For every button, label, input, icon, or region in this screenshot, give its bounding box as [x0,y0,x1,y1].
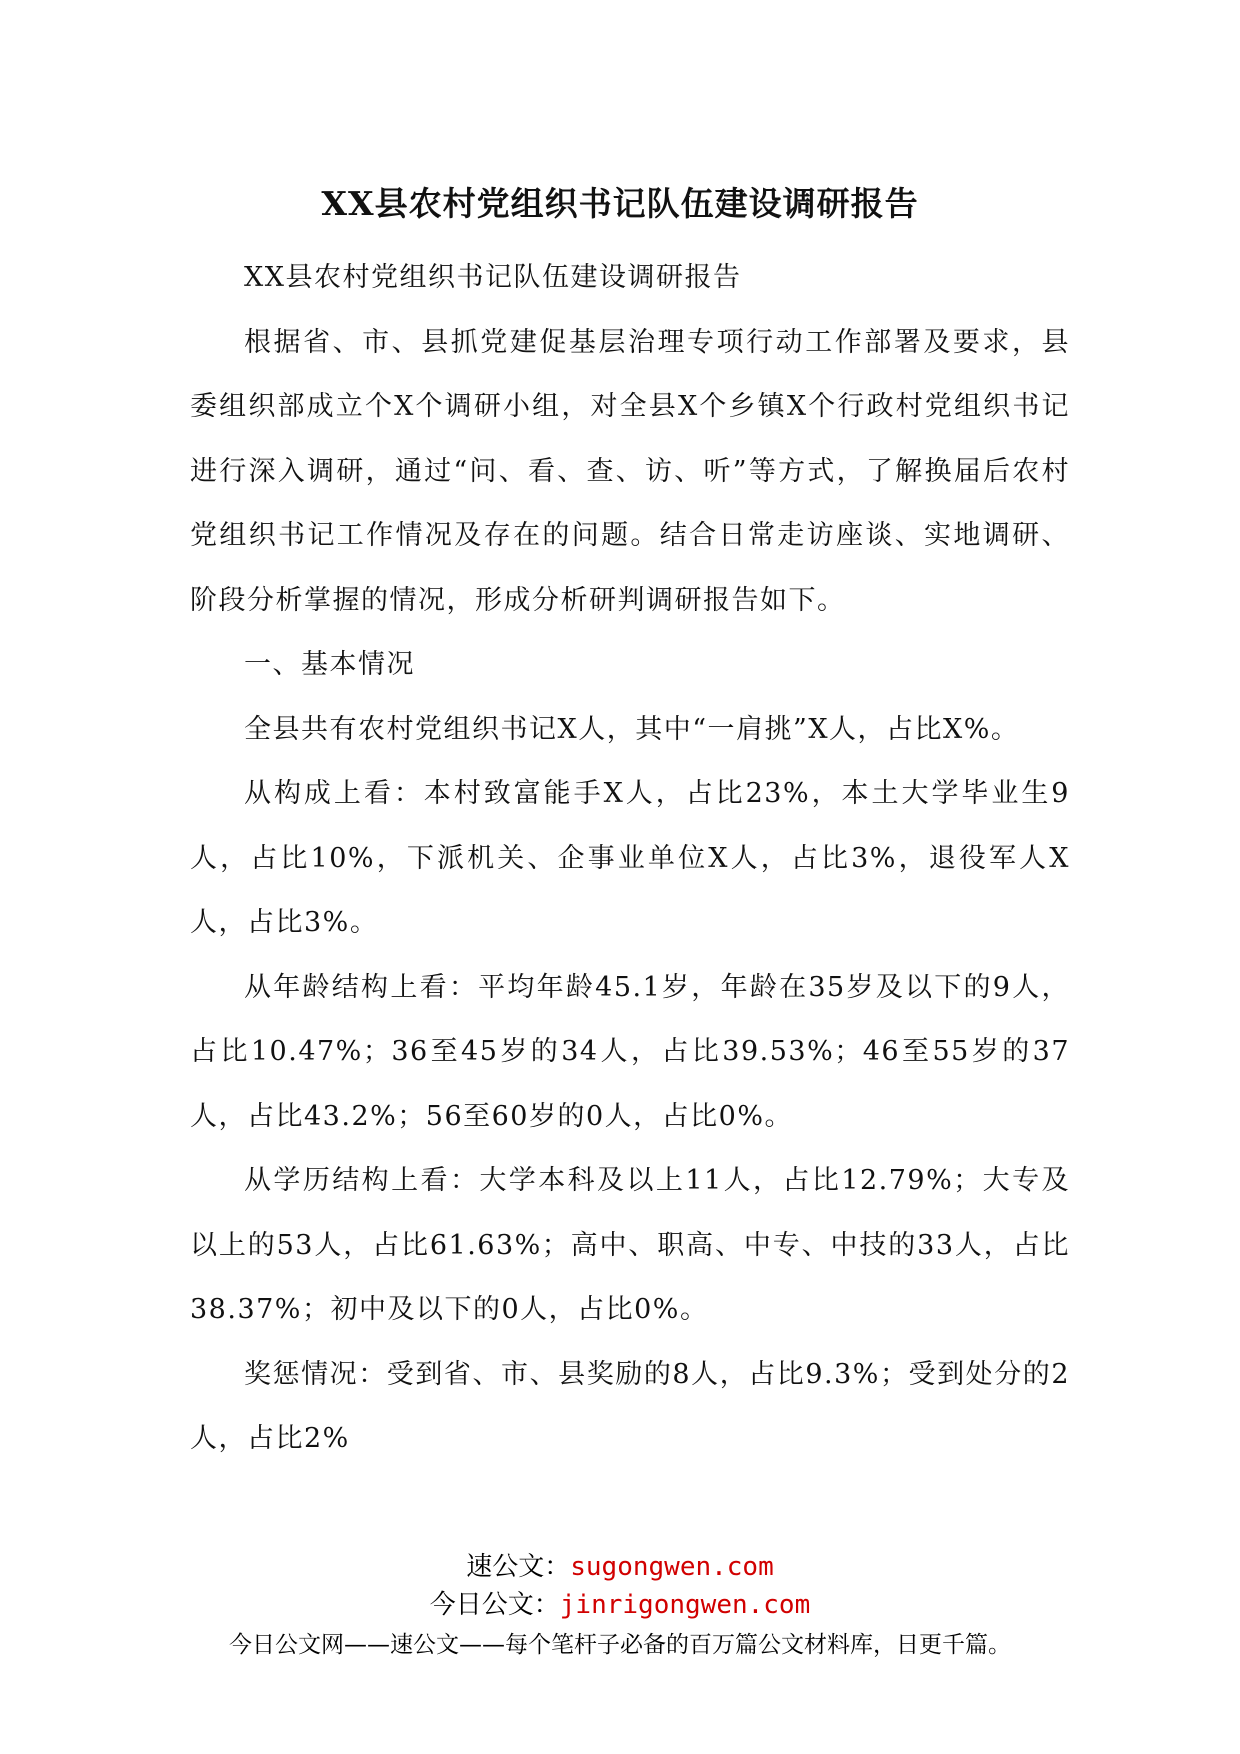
subtitle-paragraph: XX县农村党组织书记队伍建设调研报告 [244,262,742,293]
footer-sugongwen [0,1546,1240,1583]
rewards-penalties-paragraph: 奖惩情况：受到省、市、县奖励的8人，占比9.3%；受到处分的2人，占比2% [190,1358,1070,1454]
age-structure-paragraph: 从年龄结构上看：平均年龄45.1岁，年龄在35岁及以下的9人，占比10.47%；36至45岁的34人，占比39.53%；46至55岁的37人，占比43.2%；56至60岁的0人，占比0%。 [190,971,1070,1132]
intro-paragraph: 根据省、市、县抓党建促基层治理专项行动工作部署及要求，县委组织部成立个X个调研小组，对全县X个乡镇X个行政村党组织书记进行深入调研，通过“问、看、查、访、听”等方式，了解换届后农村党组织书记工作情况及存在的问题。结合日常走访座谈、实地调研、阶段分析掌握的情况，形成分析研判调研报告如下。 [190,326,1070,616]
footer-sugongwen-link[interactable]: sugongwen.com [570,1552,774,1582]
composition-paragraph: 从构成上看：本村致富能手X人，占比23%，本土大学毕业生9人，占比10%，下派机关、企事业单位X人，占比3%，退役军人X人，占比3%。 [190,778,1070,938]
footer-jinrigongwen-label: 今日公文： [429,1590,560,1620]
total-count-paragraph: 全县共有农村党组织书记X人，其中“一肩挑”X人，占比X%。 [244,713,1020,745]
document-body [190,246,1070,1472]
footer-jinrigongwen [0,1584,1240,1621]
education-structure-paragraph: 从学历结构上看：大学本科及以上11人，占比12.79%；大专及以上的53人，占比61.63%；高中、职高、中专、中技的33人，占比38.37%；初中及以下的0人，占比0%。 [190,1165,1070,1325]
footer-jinrigongwen-link[interactable]: jinrigongwen.com [559,1590,811,1620]
footer-sugongwen-label: 速公文： [466,1552,571,1582]
section-heading-basic-situation: 一、基本情况 [244,649,415,680]
document-title: XX县农村党组织书记队伍建设调研报告 [321,184,919,223]
footer-slogan: 今日公文网——速公文——每个笔杆子必备的百万篇公文材料库，日更千篇。 [229,1632,1011,1658]
